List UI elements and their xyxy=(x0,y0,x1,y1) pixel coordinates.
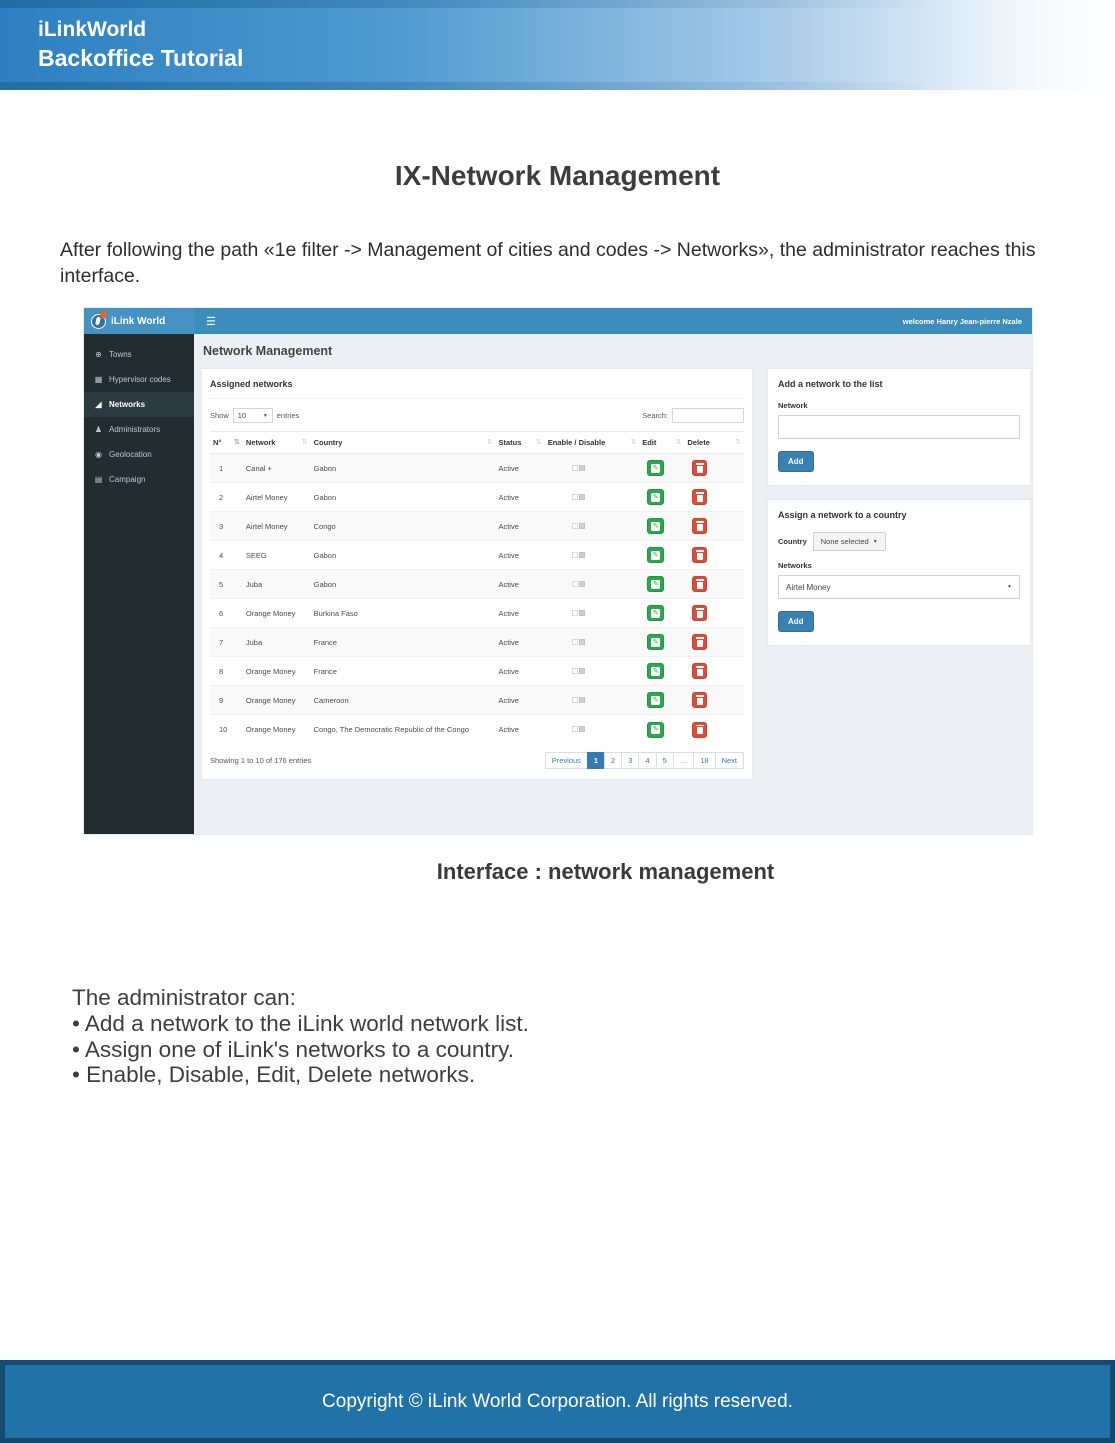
cell-delete xyxy=(684,628,744,657)
cell-number: 4 xyxy=(210,541,243,570)
toggle-off-segment xyxy=(572,465,578,471)
app-navbar xyxy=(84,308,1032,334)
bullet-item: • Add a network to the iLink world network list. xyxy=(72,1011,1115,1037)
enable-disable-toggle[interactable] xyxy=(572,610,585,616)
page-length-value: 10 xyxy=(237,411,247,421)
cell-edit xyxy=(639,657,684,686)
delete-button[interactable] xyxy=(692,576,707,592)
toggle-off-segment xyxy=(572,726,578,732)
cell-number: 7 xyxy=(210,628,243,657)
enable-disable-toggle[interactable] xyxy=(572,668,585,674)
trash-icon xyxy=(697,611,703,618)
cell-delete xyxy=(684,570,744,599)
ilink-logo-icon xyxy=(91,314,106,329)
pagination-page[interactable]: 4 xyxy=(638,752,656,769)
brand-label: iLink World xyxy=(111,315,166,327)
column-header-label: N° xyxy=(213,438,222,448)
enable-disable-toggle[interactable] xyxy=(572,726,585,732)
cell-edit xyxy=(639,483,684,512)
sidebar-item-towns[interactable] xyxy=(84,342,194,367)
hamburger-icon[interactable]: ☰ xyxy=(206,315,216,328)
enable-disable-toggle[interactable] xyxy=(572,581,585,587)
cell-status: Active xyxy=(495,686,544,715)
delete-button[interactable] xyxy=(692,489,707,505)
app-screenshot xyxy=(83,307,1033,835)
toggle-off-segment xyxy=(572,581,578,587)
column-header[interactable] xyxy=(545,432,639,454)
table-row xyxy=(210,570,744,599)
cell-edit xyxy=(639,628,684,657)
delete-button[interactable] xyxy=(692,460,707,476)
table-icon: ▤ xyxy=(94,475,103,485)
cell-delete xyxy=(684,686,744,715)
trash-icon xyxy=(697,582,703,589)
table-row xyxy=(210,599,744,628)
cell-network: Canal + xyxy=(243,454,311,483)
sidebar-item-networks[interactable] xyxy=(84,392,194,417)
map-marker-icon: ◉ xyxy=(95,450,102,460)
cell-edit xyxy=(639,570,684,599)
cell-network: Airtel Money xyxy=(243,483,311,512)
cell-network: Juba xyxy=(243,628,311,657)
sidebar-item-label: Geolocation xyxy=(109,450,152,460)
trash-icon xyxy=(697,524,703,531)
delete-button[interactable] xyxy=(692,547,707,563)
trash-icon xyxy=(697,727,703,734)
toggle-on-segment xyxy=(579,610,585,616)
country-select-button[interactable] xyxy=(813,532,886,551)
trash-icon xyxy=(697,495,703,502)
cell-country: Burkina Faso xyxy=(311,599,496,628)
table-row xyxy=(210,454,744,483)
table-row xyxy=(210,628,744,657)
entries-label: entries xyxy=(276,411,300,421)
country-select-value: None selected xyxy=(820,537,869,547)
edit-button[interactable] xyxy=(647,634,664,650)
caret-down-icon: ▼ xyxy=(262,412,268,419)
trash-icon xyxy=(697,698,703,705)
cell-delete xyxy=(684,599,744,628)
document-title: IX-Network Management xyxy=(394,160,721,191)
sidebar-item-label: Towns xyxy=(109,350,132,360)
column-header-label: Status xyxy=(498,438,522,448)
cell-enable-disable xyxy=(545,657,639,686)
cell-enable-disable xyxy=(545,628,639,657)
add-network-button[interactable]: Add xyxy=(778,451,814,472)
pagination-page[interactable]: 3 xyxy=(621,752,639,769)
trash-icon xyxy=(697,669,703,676)
pagination xyxy=(546,752,744,769)
cell-country: France xyxy=(311,628,496,657)
edit-button[interactable] xyxy=(647,663,664,679)
sidebar-item-campaign[interactable] xyxy=(84,467,194,492)
toggle-off-segment xyxy=(572,494,578,500)
cell-number: 6 xyxy=(210,599,243,628)
sidebar-item-hypervisor-codes[interactable] xyxy=(84,367,194,392)
cell-country: Gabon xyxy=(311,454,496,483)
cell-delete xyxy=(684,512,744,541)
brand[interactable] xyxy=(84,308,194,334)
trash-icon xyxy=(697,466,703,473)
cell-number: 5 xyxy=(210,570,243,599)
table-row xyxy=(210,715,744,744)
admin-can-heading: The administrator can: xyxy=(72,985,296,1011)
delete-button[interactable] xyxy=(692,663,707,679)
add-network-title: Add a network to the list xyxy=(778,379,883,390)
cell-network: Orange Money xyxy=(243,715,311,744)
pagination-page[interactable]: 18 xyxy=(693,752,715,769)
cell-country: Congo xyxy=(311,512,496,541)
sidebar-item-label: Campaign xyxy=(109,475,146,485)
search-input[interactable] xyxy=(672,408,744,423)
column-header[interactable] xyxy=(210,432,243,454)
header-line1: iLinkWorld xyxy=(38,18,147,41)
cell-edit xyxy=(639,541,684,570)
cell-network: Airtel Money xyxy=(243,512,311,541)
cell-number: 2 xyxy=(210,483,243,512)
assigned-table-body xyxy=(210,454,744,744)
cell-status: Active xyxy=(495,657,544,686)
welcome-user[interactable]: welcome Hanry Jean-pierre Nzale xyxy=(902,316,1022,326)
column-header-label: Enable / Disable xyxy=(547,438,606,448)
cell-country: Cameroon xyxy=(311,686,496,715)
edit-pencil-icon: ✎ xyxy=(652,464,659,472)
cell-status: Active xyxy=(495,599,544,628)
edit-button[interactable] xyxy=(647,547,664,563)
edit-button[interactable] xyxy=(647,722,664,738)
column-header-label: Network xyxy=(245,438,276,448)
enable-disable-toggle[interactable] xyxy=(572,697,585,703)
assign-network-button[interactable]: Add xyxy=(778,611,814,632)
sort-icon[interactable]: ⇅ xyxy=(233,439,240,447)
cell-enable-disable xyxy=(545,599,639,628)
cell-enable-disable xyxy=(545,715,639,744)
sidebar-item-label: Administrators xyxy=(109,425,161,435)
toggle-on-segment xyxy=(579,639,585,645)
cell-enable-disable xyxy=(545,541,639,570)
column-header[interactable] xyxy=(639,432,684,454)
page-length-select[interactable] xyxy=(233,408,273,423)
toggle-on-segment xyxy=(579,465,585,471)
delete-button[interactable] xyxy=(692,722,707,738)
trash-icon xyxy=(697,553,703,560)
cell-edit xyxy=(639,599,684,628)
toggle-on-segment xyxy=(579,552,585,558)
bullet-item: • Assign one of iLink's networks to a country. xyxy=(72,1037,1115,1063)
column-header[interactable] xyxy=(311,432,496,454)
copyright-text: Copyright © iLink World Corporation. All rights reserved. xyxy=(322,1390,793,1412)
main-content xyxy=(194,334,1039,834)
document-header xyxy=(0,0,1115,90)
sort-icon[interactable]: ⇅ xyxy=(675,439,682,447)
cell-delete xyxy=(684,657,744,686)
column-header[interactable] xyxy=(495,432,544,454)
cell-status: Active xyxy=(495,483,544,512)
cell-number: 10 xyxy=(210,715,243,744)
delete-button[interactable] xyxy=(692,692,707,708)
cell-delete xyxy=(684,541,744,570)
sort-icon[interactable]: ⇅ xyxy=(301,439,308,447)
sidebar xyxy=(84,334,194,834)
table-row xyxy=(210,541,744,570)
enable-disable-toggle[interactable] xyxy=(572,494,585,500)
cell-enable-disable xyxy=(545,570,639,599)
sort-icon[interactable]: ⇅ xyxy=(486,439,493,447)
edit-pencil-icon: ✎ xyxy=(652,667,659,675)
toggle-off-segment xyxy=(572,610,578,616)
sidebar-item-geolocation[interactable] xyxy=(84,442,194,467)
networks-field-label: Networks xyxy=(778,561,812,571)
cell-country: Gabon xyxy=(311,570,496,599)
pagination-next[interactable]: Next xyxy=(715,752,744,769)
column-header[interactable] xyxy=(684,432,744,454)
search-label: Search: xyxy=(642,411,668,421)
cell-number: 8 xyxy=(210,657,243,686)
assigned-networks-title: Assigned networks xyxy=(210,377,744,399)
table-row xyxy=(210,657,744,686)
cell-network: Orange Money xyxy=(243,599,311,628)
toggle-on-segment xyxy=(579,581,585,587)
country-label: Country xyxy=(778,537,807,547)
edit-button[interactable] xyxy=(647,460,664,476)
cell-delete xyxy=(684,715,744,744)
edit-button[interactable] xyxy=(647,605,664,621)
cell-number: 3 xyxy=(210,512,243,541)
toggle-on-segment xyxy=(579,668,585,674)
signal-icon: ◢ xyxy=(95,400,102,410)
toggle-on-segment xyxy=(579,523,585,529)
delete-button[interactable] xyxy=(692,518,707,534)
edit-pencil-icon: ✎ xyxy=(652,493,659,501)
document-footer xyxy=(0,1360,1115,1443)
table-row xyxy=(210,512,744,541)
toggle-off-segment xyxy=(572,697,578,703)
bullet-item: • Enable, Disable, Edit, Delete networks. xyxy=(72,1062,1115,1088)
sort-icon[interactable]: ⇅ xyxy=(735,439,741,447)
cell-network: Orange Money xyxy=(243,657,311,686)
cell-edit xyxy=(639,686,684,715)
toggle-off-segment xyxy=(572,523,578,529)
globe-icon: ⊕ xyxy=(95,350,102,360)
pagination-previous[interactable]: Previous xyxy=(545,752,588,769)
edit-button[interactable] xyxy=(647,489,664,505)
edit-button[interactable] xyxy=(647,576,664,592)
cell-number: 1 xyxy=(210,454,243,483)
pagination-page[interactable]: 5 xyxy=(656,752,674,769)
add-network-panel xyxy=(767,368,1031,486)
caret-down-icon: ▼ xyxy=(1007,584,1012,591)
sort-icon[interactable]: ⇅ xyxy=(535,439,542,447)
sidebar-item-label: Networks xyxy=(109,400,146,410)
toggle-off-segment xyxy=(572,552,578,558)
cell-status: Active xyxy=(495,541,544,570)
network-select[interactable] xyxy=(778,575,1020,599)
cell-enable-disable xyxy=(545,686,639,715)
cell-status: Active xyxy=(495,570,544,599)
grid-icon: ▦ xyxy=(94,375,103,385)
page-title: Network Management xyxy=(203,344,333,359)
edit-button[interactable] xyxy=(647,692,664,708)
cell-edit xyxy=(639,454,684,483)
edit-pencil-icon: ✎ xyxy=(652,609,659,617)
network-field-label: Network xyxy=(778,401,808,411)
cell-country: France xyxy=(311,657,496,686)
cell-edit xyxy=(639,512,684,541)
caret-down-icon: ▼ xyxy=(872,538,878,545)
admin-capabilities xyxy=(72,985,1115,1088)
edit-pencil-icon: ✎ xyxy=(652,638,659,646)
table-row xyxy=(210,686,744,715)
cell-status: Active xyxy=(495,628,544,657)
cell-number: 9 xyxy=(210,686,243,715)
pagination-page[interactable]: 2 xyxy=(604,752,622,769)
enable-disable-toggle[interactable] xyxy=(572,552,585,558)
column-header[interactable] xyxy=(243,432,311,454)
admin-can-list xyxy=(72,1011,1115,1088)
toggle-on-segment xyxy=(579,726,585,732)
sidebar-item-administrators[interactable] xyxy=(84,417,194,442)
toggle-on-segment xyxy=(579,697,585,703)
header-line2: Backoffice Tutorial xyxy=(38,45,244,72)
cell-delete xyxy=(684,454,744,483)
trash-icon xyxy=(697,640,703,647)
showing-entries-text: Showing 1 to 10 of 176 entries xyxy=(210,755,312,765)
cell-enable-disable xyxy=(545,454,639,483)
assigned-networks-table xyxy=(210,431,744,744)
cell-enable-disable xyxy=(545,512,639,541)
cell-network: SEEG xyxy=(243,541,311,570)
sort-icon[interactable]: ⇅ xyxy=(630,439,637,447)
delete-button[interactable] xyxy=(692,634,707,650)
cell-country: Gabon xyxy=(311,541,496,570)
assign-network-title: Assign a network to a country xyxy=(778,510,907,521)
cell-status: Active xyxy=(495,512,544,541)
pagination-ellipsis: … xyxy=(673,752,695,769)
app-body xyxy=(84,334,1032,834)
assign-network-panel xyxy=(767,499,1031,646)
enable-disable-toggle[interactable] xyxy=(572,639,585,645)
enable-disable-toggle[interactable] xyxy=(572,465,585,471)
column-header-label: Edit xyxy=(642,438,657,448)
toggle-off-segment xyxy=(572,639,578,645)
edit-pencil-icon: ✎ xyxy=(652,580,659,588)
cell-enable-disable xyxy=(545,483,639,512)
network-select-value: Airtel Money xyxy=(786,582,831,592)
column-header-label: Country xyxy=(313,438,343,448)
toggle-off-segment xyxy=(572,668,578,674)
screenshot-caption: Interface : network management xyxy=(436,859,775,885)
cell-country: Gabon xyxy=(311,483,496,512)
cell-country: Congo, The Democratic Republic of the Congo xyxy=(311,715,496,744)
delete-button[interactable] xyxy=(692,605,707,621)
intro-paragraph: After following the path «1e filter -> Management of cities and codes -> Networks», the administrator reaches this interface. xyxy=(60,239,1036,287)
column-header-label: Delete xyxy=(687,438,710,448)
edit-pencil-icon: ✎ xyxy=(652,726,659,734)
network-input[interactable] xyxy=(778,415,1020,439)
edit-pencil-icon: ✎ xyxy=(652,551,659,559)
cell-network: Juba xyxy=(243,570,311,599)
user-icon: ♟ xyxy=(94,425,103,435)
sidebar-item-label: Hypervisor codes xyxy=(109,375,171,385)
assigned-networks-panel xyxy=(201,368,753,780)
pagination-page[interactable]: 1 xyxy=(587,752,605,769)
cell-delete xyxy=(684,483,744,512)
cell-status: Active xyxy=(495,715,544,744)
cell-edit xyxy=(639,715,684,744)
assigned-table-head-row xyxy=(210,432,744,454)
edit-button[interactable] xyxy=(647,518,664,534)
edit-pencil-icon: ✎ xyxy=(652,696,659,704)
show-label: Show xyxy=(210,411,229,421)
cell-network: Orange Money xyxy=(243,686,311,715)
enable-disable-toggle[interactable] xyxy=(572,523,585,529)
edit-pencil-icon: ✎ xyxy=(652,522,659,530)
table-row xyxy=(210,483,744,512)
cell-status: Active xyxy=(495,454,544,483)
toggle-on-segment xyxy=(579,494,585,500)
